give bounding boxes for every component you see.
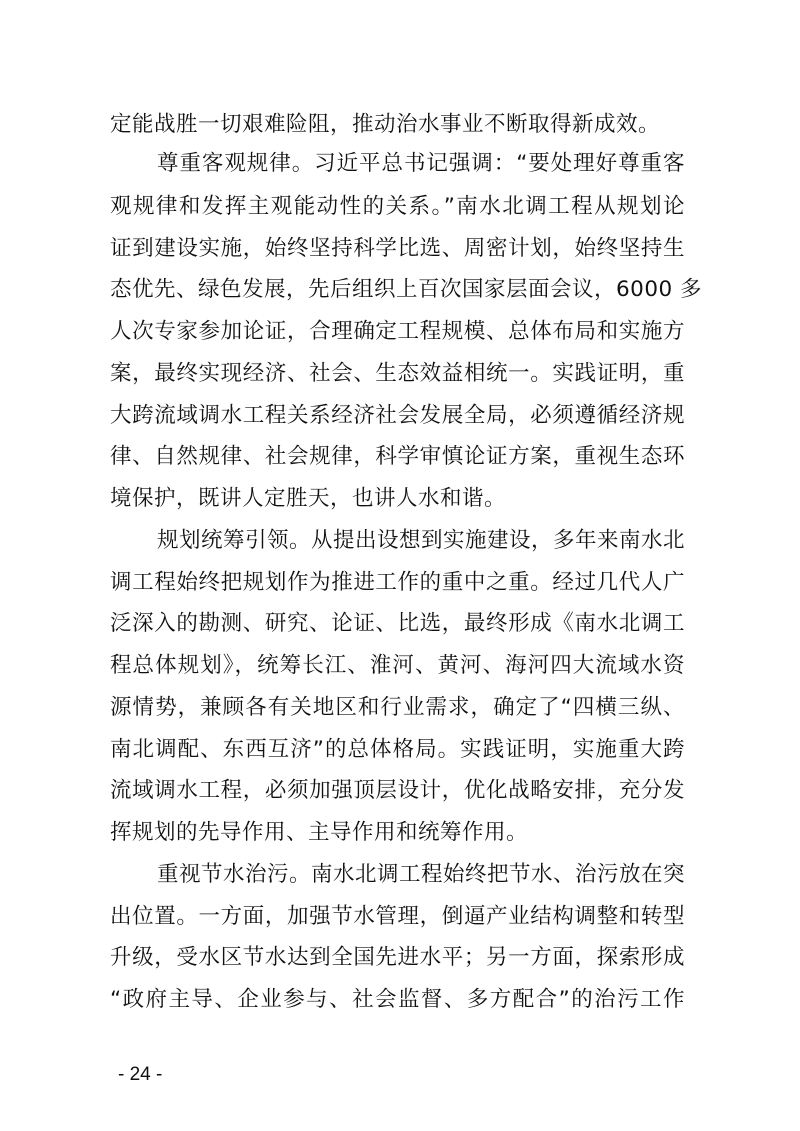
text-line: 人次专家参加论证，合理确定工程规模、总体布局和实施方: [110, 319, 685, 344]
text-line: 重视节水治污。南水北调工程始终把节水、治污放在突: [157, 862, 686, 887]
text-line: 案，最终实现经济、社会、生态效益相统一。实践证明，重: [110, 361, 685, 386]
text-line: 南北调配、东西互济”的总体格局。实践证明，实施重大跨: [110, 737, 685, 762]
text-line: 律、自然规律、社会规律，科学审慎论证方案，重视生态环: [110, 444, 685, 469]
text-line: 调工程始终把规划作为推进工作的重中之重。经过几代人广: [110, 570, 685, 595]
text-line: 源情势，兼顾各有关地区和行业需求，确定了“四横三纵、: [110, 695, 685, 720]
text-line: 出位置。一方面，加强节水管理，倒逼产业结构调整和转型: [110, 904, 685, 929]
text-line: 挥规划的先导作用、主导作用和统筹作用。: [110, 820, 529, 845]
text-line: 升级，受水区节水达到全国先进水平；另一方面，探索形成: [110, 945, 685, 970]
text-line: 程总体规划》，统筹长江、淮河、黄河、海河四大流域水资: [110, 653, 685, 678]
text-line: 大跨流域调水工程关系经济社会发展全局，必须遵循经济规: [110, 403, 685, 428]
text-line: 尊重客观规律。习近平总书记强调：“要处理好尊重客: [157, 151, 685, 176]
page-number: - 24 -: [118, 1064, 163, 1085]
text-line: 规划统筹引领。从提出设想到实施建设，多年来南水北: [157, 528, 686, 553]
text-line: 定能战胜一切艰难险阻，推动治水事业不断取得新成效。: [110, 112, 661, 137]
text-line: 境保护，既讲人定胜天，也讲人水和谐。: [110, 486, 507, 511]
text-line: “政府主导、企业参与、社会监督、多方配合”的治污工作: [110, 987, 685, 1012]
text-line: 证到建设实施，始终坚持科学比选、周密计划，始终坚持生: [110, 236, 685, 261]
text-line: 观规律和发挥主观能动性的关系。”南水北调工程从规划论: [110, 194, 685, 219]
text-line: 泛深入的勘测、研究、论证、比选，最终形成《南水北调工: [110, 611, 685, 636]
text-line: 流域调水工程，必须加强顶层设计，优化战略安排，充分发: [110, 778, 685, 803]
text-line: 态优先、绿色发展，先后组织上百次国家层面会议，6000 多: [110, 277, 703, 302]
